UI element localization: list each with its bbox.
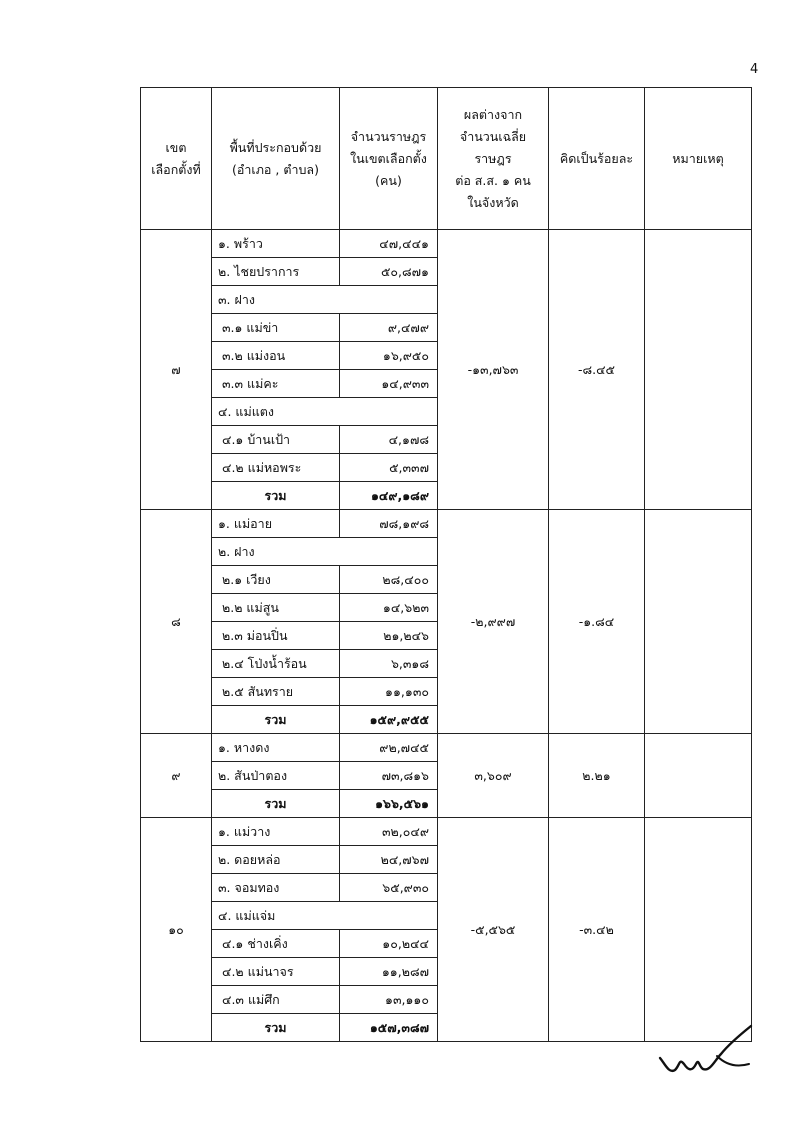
total-label: รวม <box>212 482 340 510</box>
table-body <box>141 230 752 1042</box>
area-name: ๑. หางดง <box>212 734 340 762</box>
remark-cell <box>645 734 752 818</box>
total-population: ๑๕๗,๓๘๗ <box>340 1014 438 1042</box>
area-name: ๓. จอมทอง <box>212 874 340 902</box>
area-name: ๒.๑ เวียง <box>212 566 340 594</box>
percent-value: -๓.๔๒ <box>549 818 645 1042</box>
area-name: ๓.๑ แม่ข่า <box>212 314 340 342</box>
header-zone <box>141 88 212 230</box>
zone-number: ๙ <box>141 734 212 818</box>
table-row <box>141 230 752 258</box>
header-line: (คน) <box>375 172 402 188</box>
constituency-table <box>140 87 752 1042</box>
population-value: ๒๔,๗๖๗ <box>340 846 438 874</box>
population-value: ๒๘,๔๐๐ <box>340 566 438 594</box>
header-line: หมายเหตุ <box>672 150 724 166</box>
district-group: ๔. แม่แจ่ม <box>212 902 438 930</box>
header-percent <box>549 88 645 230</box>
population-value: ๑๔,๖๒๓ <box>340 594 438 622</box>
header-difference <box>438 88 549 230</box>
total-label: รวม <box>212 706 340 734</box>
percent-value: -๘.๔๕ <box>549 230 645 510</box>
page-number: 4 <box>750 62 759 77</box>
population-value: ๑๖,๙๕๐ <box>340 342 438 370</box>
total-label: รวม <box>212 790 340 818</box>
district-group: ๔. แม่แตง <box>212 398 438 426</box>
population-value: ๙๒,๗๔๕ <box>340 734 438 762</box>
difference-value: ๓,๖๐๙ <box>438 734 549 818</box>
percent-value: ๒.๒๑ <box>549 734 645 818</box>
header-population <box>340 88 438 230</box>
header-line: จำนวนราษฎร <box>350 128 427 144</box>
area-name: ๔.๑ บ้านเป้า <box>212 426 340 454</box>
population-value: ๑๑,๑๓๐ <box>340 678 438 706</box>
area-name: ๔.๑ ช่างเคิ่ง <box>212 930 340 958</box>
population-value: ๖,๓๑๘ <box>340 650 438 678</box>
header-line: คิดเป็นร้อยละ <box>559 150 634 166</box>
area-name: ๒.๔ โป่งน้ำร้อน <box>212 650 340 678</box>
table-row <box>141 510 752 538</box>
header-line: จำนวนเฉลี่ย <box>459 128 527 144</box>
area-name: ๑. แม่วาง <box>212 818 340 846</box>
header-line: ราษฎร <box>474 150 512 166</box>
difference-value: -๕,๕๖๕ <box>438 818 549 1042</box>
area-name: ๒.๒ แม่สูน <box>212 594 340 622</box>
population-value: ๒๑,๒๔๖ <box>340 622 438 650</box>
header-line: ในเขตเลือกตั้ง <box>350 150 427 166</box>
header-line: พื้นที่ประกอบด้วย <box>229 139 322 155</box>
population-value: ๔๗,๔๔๑ <box>340 230 438 258</box>
district-group: ๓. ฝาง <box>212 286 438 314</box>
area-name: ๔.๒ แม่หอพระ <box>212 454 340 482</box>
remark-cell <box>645 510 752 734</box>
difference-value: -๒,๙๙๗ <box>438 510 549 734</box>
population-value: ๑๐,๒๔๔ <box>340 930 438 958</box>
percent-value: -๑.๘๔ <box>549 510 645 734</box>
area-name: ๑. แม่อาย <box>212 510 340 538</box>
area-name: ๓.๓ แม่คะ <box>212 370 340 398</box>
header-line: ต่อ ส.ส. ๑ คน <box>455 172 531 188</box>
remark-cell <box>645 818 752 1042</box>
remark-cell <box>645 230 752 510</box>
area-name: ๒. ไชยปราการ <box>212 258 340 286</box>
zone-number: ๗ <box>141 230 212 510</box>
header-line: เลือกตั้งที่ <box>151 161 201 177</box>
population-value: ๓๒,๐๔๙ <box>340 818 438 846</box>
total-population: ๑๖๖,๕๖๑ <box>340 790 438 818</box>
population-value: ๕,๓๓๗ <box>340 454 438 482</box>
table-row <box>141 734 752 762</box>
signature-mark <box>655 1020 765 1090</box>
table-row <box>141 818 752 846</box>
area-name: ๓.๒ แม่งอน <box>212 342 340 370</box>
area-name: ๔.๒ แม่นาจร <box>212 958 340 986</box>
header-line: (อำเภอ , ตำบล) <box>232 161 319 177</box>
table-header-row <box>141 88 752 230</box>
population-value: ๑๓,๑๑๐ <box>340 986 438 1014</box>
population-value: ๑๔,๙๓๓ <box>340 370 438 398</box>
area-name: ๒. ดอยหล่อ <box>212 846 340 874</box>
population-value: ๔,๑๗๘ <box>340 426 438 454</box>
difference-value: -๑๓,๗๖๓ <box>438 230 549 510</box>
zone-number: ๑๐ <box>141 818 212 1042</box>
population-value: ๕๐,๘๗๑ <box>340 258 438 286</box>
area-name: ๔.๓ แม่ศึก <box>212 986 340 1014</box>
total-population: ๑๔๙,๑๘๙ <box>340 482 438 510</box>
population-value: ๗๘,๑๙๘ <box>340 510 438 538</box>
header-line: ในจังหวัด <box>467 194 519 210</box>
total-label: รวม <box>212 1014 340 1042</box>
area-name: ๑. พร้าว <box>212 230 340 258</box>
header-line: ผลต่างจาก <box>463 106 523 122</box>
area-name: ๒.๕ สันทราย <box>212 678 340 706</box>
zone-number: ๘ <box>141 510 212 734</box>
total-population: ๑๕๙,๙๕๕ <box>340 706 438 734</box>
area-name: ๒.๓ ม่อนปิ่น <box>212 622 340 650</box>
population-value: ๖๕,๙๓๐ <box>340 874 438 902</box>
area-name: ๒. สันป่าตอง <box>212 762 340 790</box>
header-line: เขต <box>165 139 187 155</box>
population-value: ๙,๔๗๙ <box>340 314 438 342</box>
header-remark <box>645 88 752 230</box>
header-area <box>212 88 340 230</box>
population-value: ๑๑,๒๘๗ <box>340 958 438 986</box>
district-group: ๒. ฝาง <box>212 538 438 566</box>
population-value: ๗๓,๘๑๖ <box>340 762 438 790</box>
